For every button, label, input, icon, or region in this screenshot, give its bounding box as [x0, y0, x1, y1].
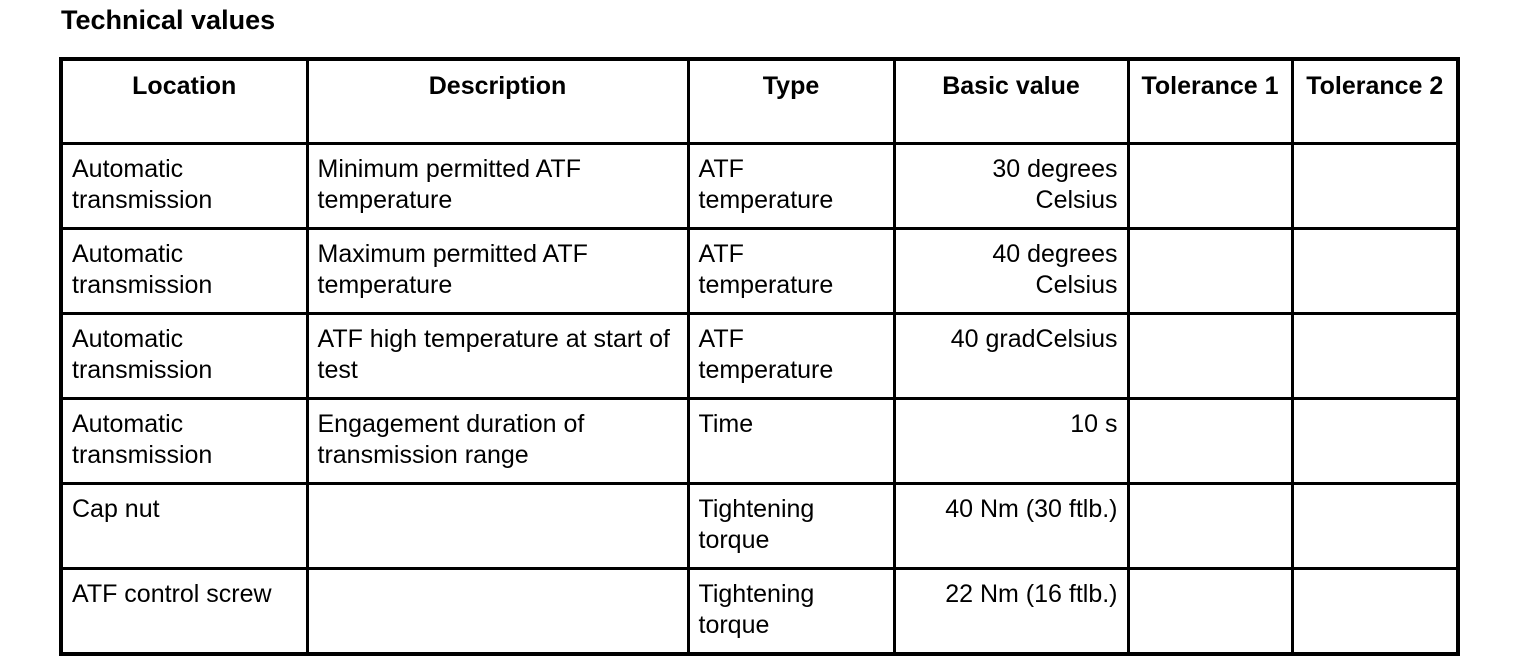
description-cell — [307, 484, 688, 569]
type-cell: ATF temperature — [688, 314, 894, 399]
tolerance-2-cell — [1292, 569, 1458, 655]
column-header-tolerance-1: Tolerance 1 — [1128, 59, 1292, 144]
table-row — [61, 484, 1458, 569]
tolerance-1-cell — [1128, 484, 1292, 569]
page-title: Technical values — [61, 5, 276, 35]
table-row — [61, 314, 1458, 399]
tolerance-2-cell — [1292, 399, 1458, 484]
table-row — [61, 399, 1458, 484]
basic-value-cell: 40 Nm (30 ftlb.) — [894, 484, 1128, 569]
location-cell: ATF control screw — [61, 569, 307, 655]
type-cell: Tightening torque — [688, 484, 894, 569]
technical-values-table — [59, 57, 1460, 656]
location-cell: Cap nut — [61, 484, 307, 569]
basic-value-cell: 30 degrees Celsius — [894, 144, 1128, 229]
basic-value-cell: 10 s — [894, 399, 1128, 484]
description-cell: Engagement duration of transmission range — [307, 399, 688, 484]
location-cell: Automatic transmission — [61, 229, 307, 314]
type-cell: Time — [688, 399, 894, 484]
tolerance-2-cell — [1292, 229, 1458, 314]
tolerance-2-cell — [1292, 144, 1458, 229]
tolerance-1-cell — [1128, 229, 1292, 314]
table-row — [61, 229, 1458, 314]
column-header-description: Description — [307, 59, 688, 144]
description-cell: Maximum permitted ATF temperature — [307, 229, 688, 314]
tolerance-1-cell — [1128, 144, 1292, 229]
column-header-location: Location — [61, 59, 307, 144]
location-cell: Automatic transmission — [61, 314, 307, 399]
basic-value-cell: 22 Nm (16 ftlb.) — [894, 569, 1128, 655]
location-cell: Automatic transmission — [61, 144, 307, 229]
tolerance-2-cell — [1292, 314, 1458, 399]
description-cell — [307, 569, 688, 655]
tolerance-1-cell — [1128, 569, 1292, 655]
type-cell: Tightening torque — [688, 569, 894, 655]
table-header-row — [61, 59, 1458, 144]
description-cell: ATF high temperature at start of test — [307, 314, 688, 399]
tolerance-1-cell — [1128, 314, 1292, 399]
column-header-basic-value: Basic value — [894, 59, 1128, 144]
basic-value-cell: 40 gradCelsius — [894, 314, 1128, 399]
column-header-type: Type — [688, 59, 894, 144]
table-row — [61, 569, 1458, 655]
column-header-tolerance-2: Tolerance 2 — [1292, 59, 1458, 144]
location-cell: Automatic transmission — [61, 399, 307, 484]
type-cell: ATF temperature — [688, 144, 894, 229]
tolerance-1-cell — [1128, 399, 1292, 484]
tolerance-2-cell — [1292, 484, 1458, 569]
description-cell: Minimum permitted ATF temperature — [307, 144, 688, 229]
table-row — [61, 144, 1458, 229]
type-cell: ATF temperature — [688, 229, 894, 314]
basic-value-cell: 40 degrees Celsius — [894, 229, 1128, 314]
